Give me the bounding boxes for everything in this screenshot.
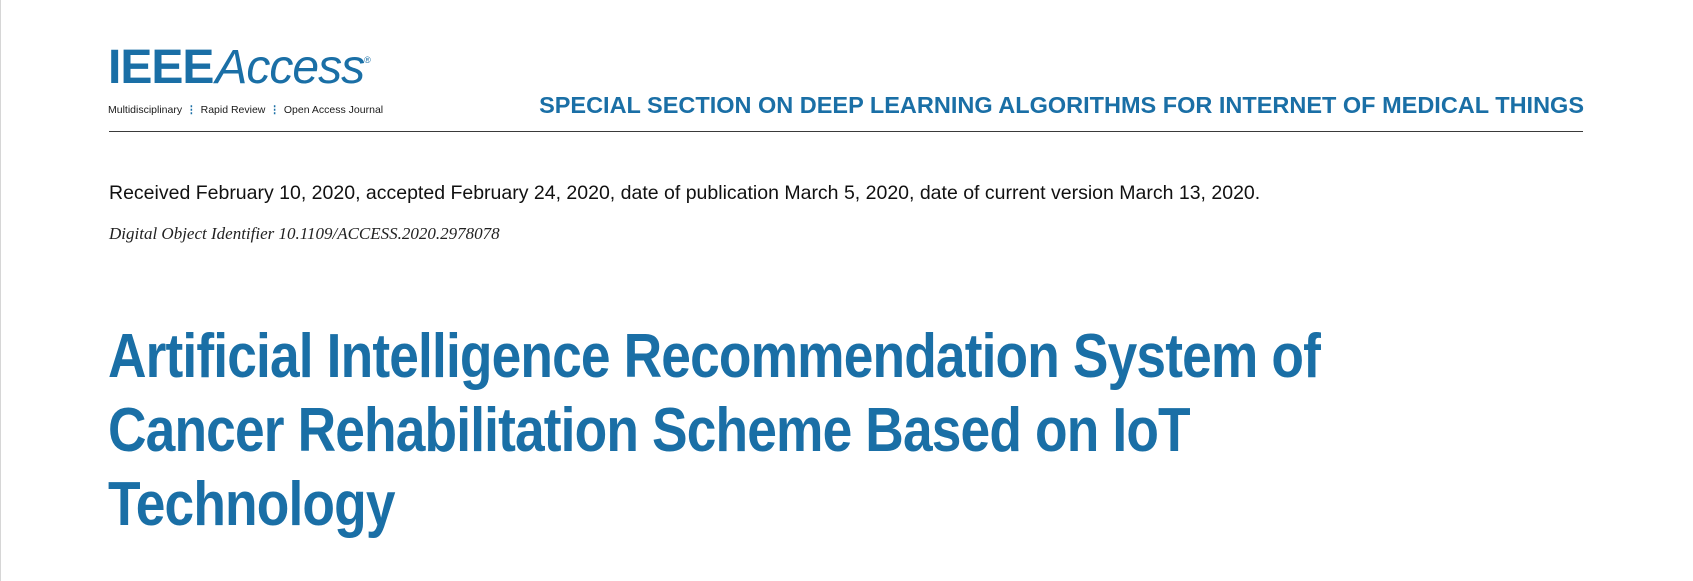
tagline-open-access: Open Access Journal <box>283 104 384 116</box>
article-title <box>108 320 1329 542</box>
tagline-separator-icon: ⋮ <box>269 104 280 116</box>
title-line: Cancer Rehabilitation Scheme Based on IoT <box>108 396 1190 465</box>
received-dates: Received February 10, 2020, accepted February 24, 2020, date of publication March 5, 2020, date of current version March 13, 2020. <box>109 182 1261 204</box>
doi-line: Digital Object Identifier 10.1109/ACCESS.2020.2978078 <box>109 224 500 243</box>
ieee-access-logo <box>108 41 398 120</box>
header-divider <box>109 131 1583 132</box>
title-line: Artificial Intelligence Recommendation System of <box>108 322 1321 391</box>
tagline-rapid-review: Rapid Review <box>200 104 266 116</box>
logo-ieee-text: IEEE <box>108 41 214 94</box>
tagline-separator-icon: ⋮ <box>186 104 197 116</box>
registered-mark: ® <box>364 55 371 65</box>
special-section-title: SPECIAL SECTION ON DEEP LEARNING ALGORITHMS FOR INTERNET OF MEDICAL THINGS <box>539 92 1584 118</box>
logo-wordmark <box>108 41 371 94</box>
tagline-multidisciplinary: Multidisciplinary <box>108 104 183 116</box>
logo-tagline <box>108 104 383 116</box>
logo-access-text: Access <box>215 41 365 94</box>
title-line: Technology <box>108 470 395 539</box>
